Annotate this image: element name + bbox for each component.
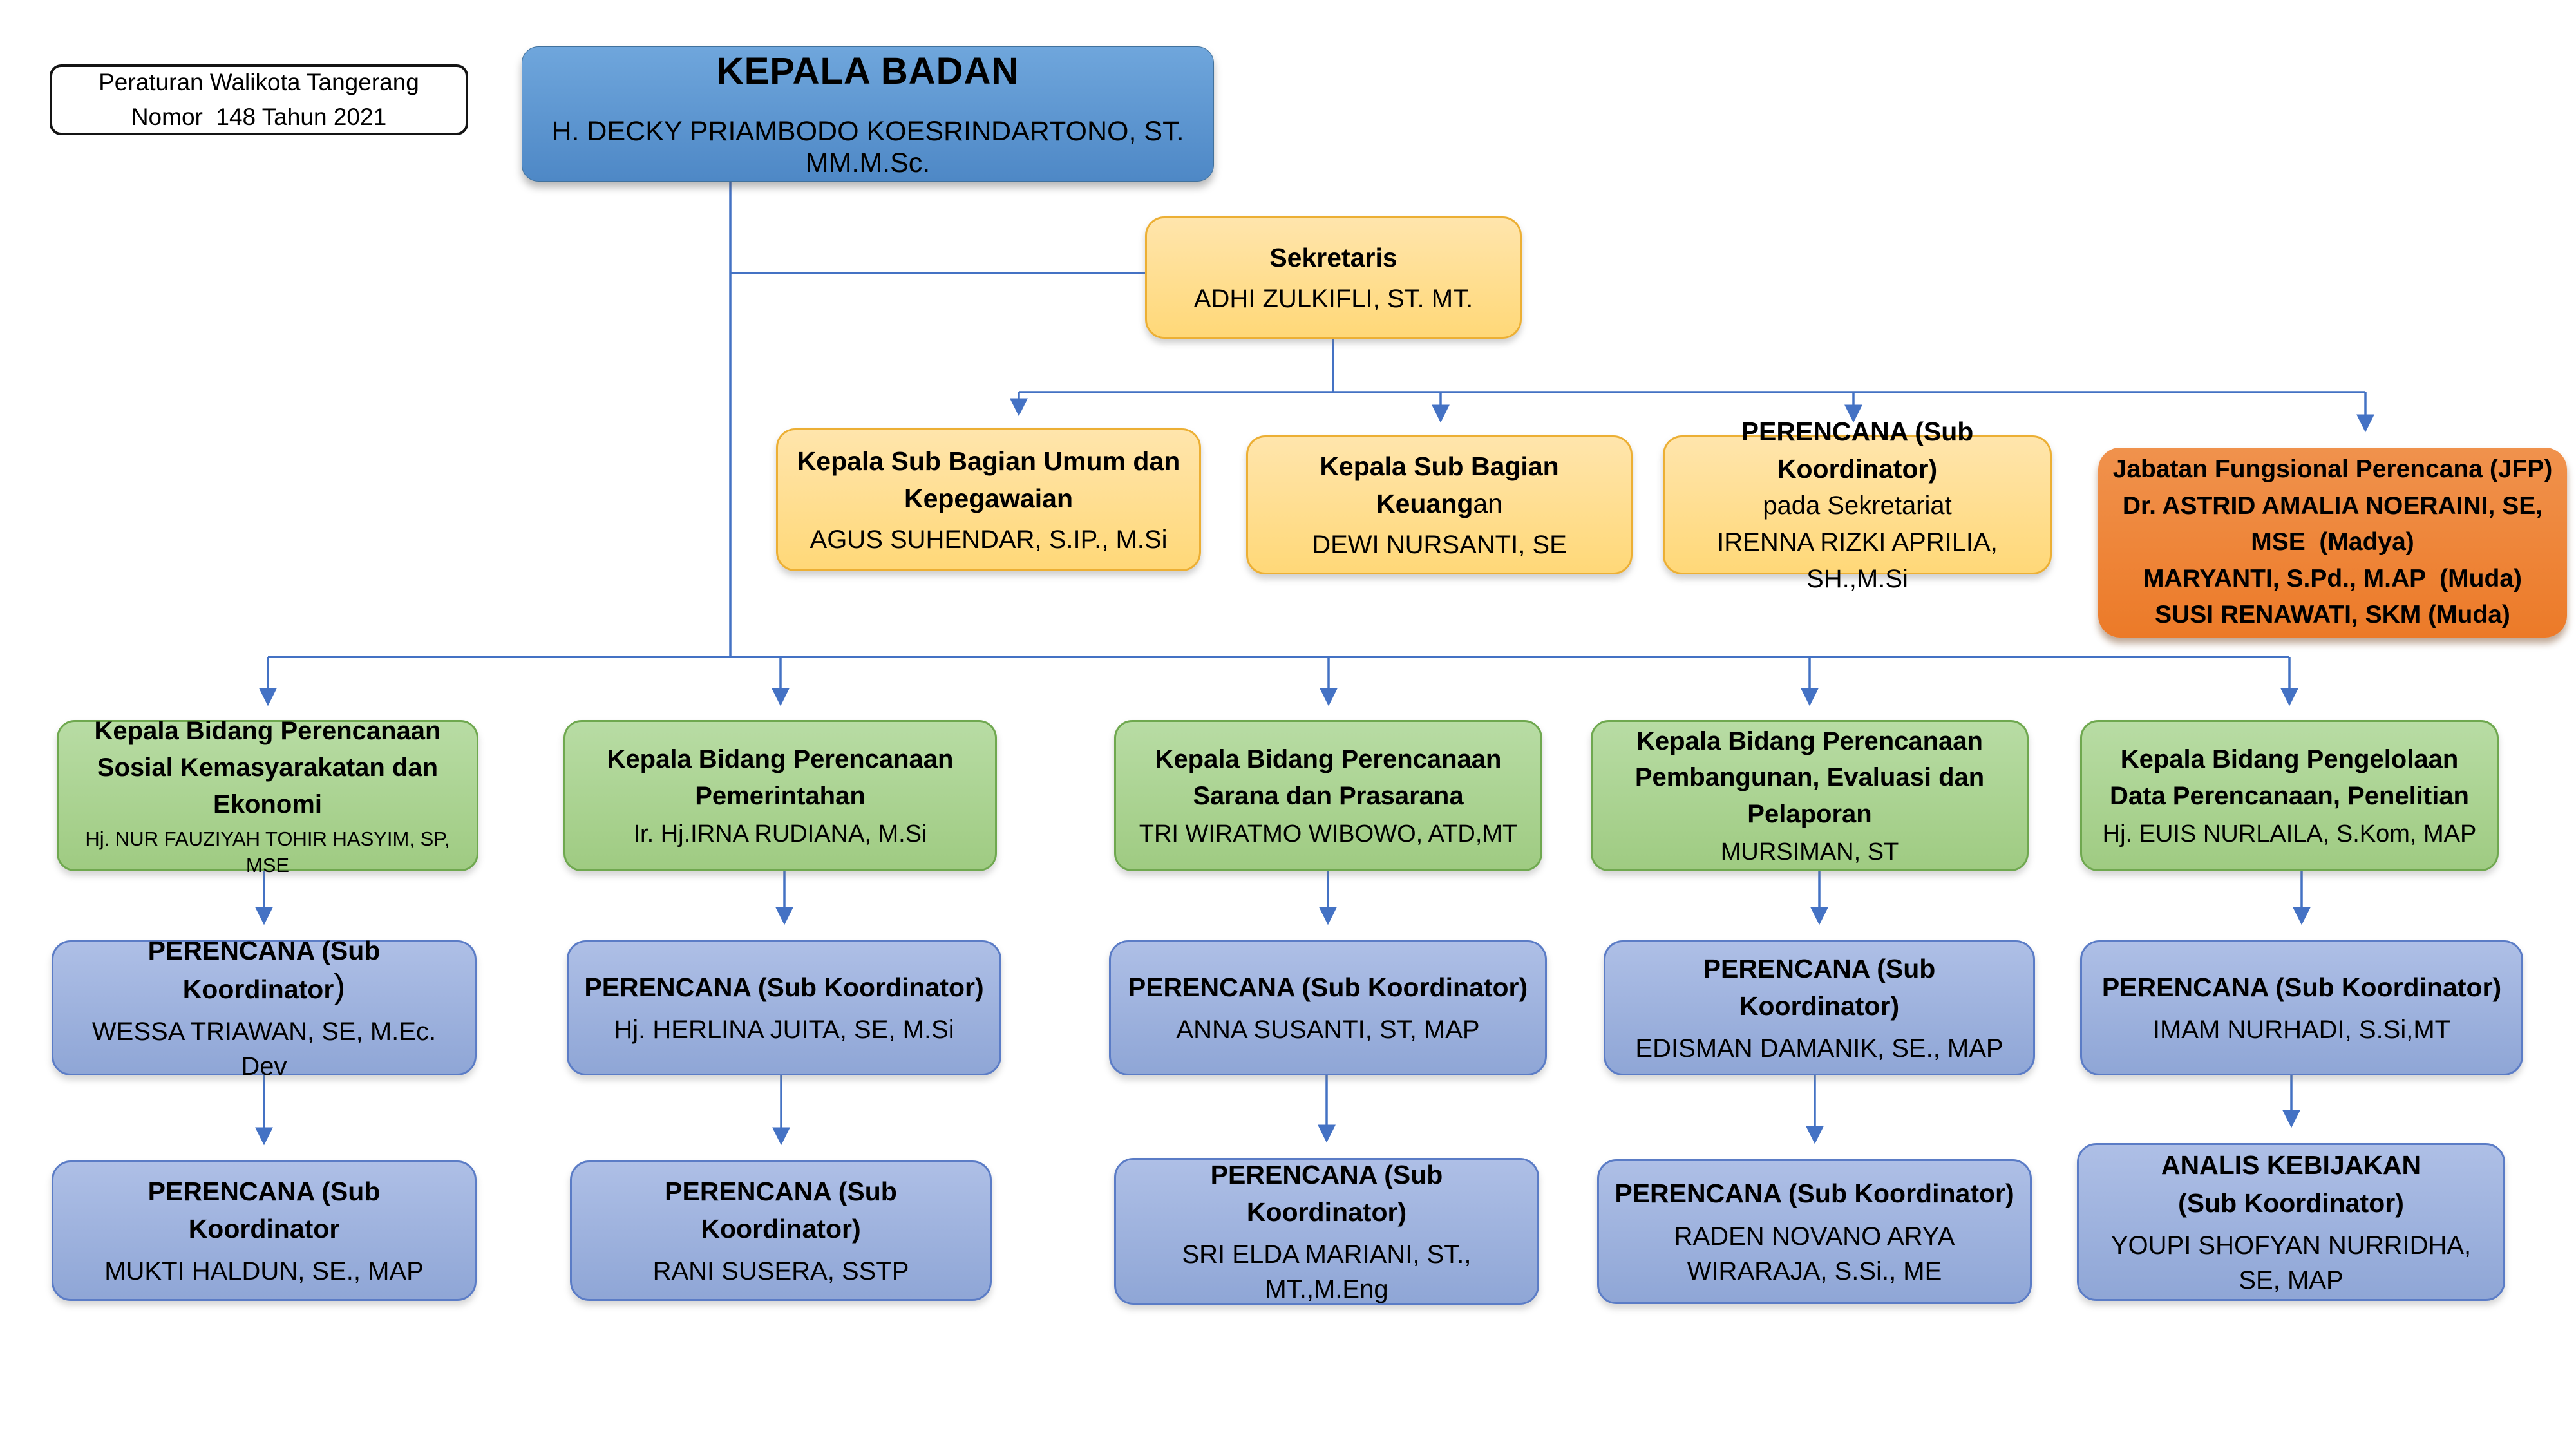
perencana-pengelolaan-data-name: IMAM NURHADI, S.Si,MT (2152, 1016, 2451, 1045)
perencana-sekretariat-name: IRENNA RIZKI APRILIA, SH.,M.Si (1717, 527, 1998, 593)
regulation-note-line1: Peraturan Walikota Tangerang (99, 69, 419, 96)
perencana-sarana-prasarana-2-title: PERENCANA (Sub Koordinator) (1210, 1159, 1450, 1227)
bidang-sosial-ekonomi-box (57, 717, 478, 876)
perencana-sarana-prasarana-name: ANNA SUSANTI, ST, MAP (1176, 1016, 1480, 1045)
subbag-keuangan-name: DEWI NURSANTI, SE (1312, 531, 1567, 560)
kepala-badan-box (522, 46, 1214, 182)
jfp-line-3: MSE (Madya) (2251, 528, 2414, 556)
jfp-line-2: Dr. ASTRID AMALIA NOERAINI, SE, (2122, 491, 2543, 520)
bidang-pemerintahan-box (564, 720, 997, 871)
sekretaris-title: Sekretaris (1269, 242, 1397, 272)
bidang-pemerintahan-title: Kepala Bidang Perencanaan Pemerintahan (607, 745, 961, 810)
bidang-pembangunan-evaluasi-name: MURSIMAN, ST (1720, 838, 1899, 866)
perencana-sarana-prasarana-title: PERENCANA (Sub Koordinator) (1128, 972, 1528, 1002)
perencana-sosial-ekonomi-box (52, 935, 477, 1081)
perencana-pemerintahan-title: PERENCANA (Sub Koordinator) (584, 972, 984, 1002)
perencana-sekretariat-box (1663, 416, 2052, 593)
analis-kebijakan-name: YOUPI SHOFYAN NURRIDHA, SE, MAP (2110, 1231, 2479, 1294)
jfp-line-5: SUSI RENAWATI, SKM (Muda) (2155, 601, 2510, 629)
kepala-badan-name: H. DECKY PRIAMBODO KOESRINDARTONO, ST. MM.M.Sc. (551, 115, 1192, 178)
perencana-pembangunan-title: PERENCANA (Sub Koordinator) (1703, 953, 1943, 1021)
perencana-sosial-ekonomi-2-box (52, 1160, 477, 1301)
perencana-pembangunan-2-name: RADEN NOVANO ARYA WIRARAJA, S.Si., ME (1674, 1222, 1962, 1285)
bidang-sarana-prasarana-title: Kepala Bidang Perencanaan Sarana dan Prasarana (1155, 745, 1509, 810)
subbag-umum-name: AGUS SUHENDAR, S.IP., M.Si (810, 526, 1168, 554)
jfp-line-4: MARYANTI, S.Pd., M.AP (Muda) (2143, 564, 2522, 592)
bidang-pembangunan-evaluasi-title: Kepala Bidang Perencanaan Pembangunan, Evaluasi dan Pelaporan (1634, 726, 1992, 829)
perencana-pemerintahan-name: Hj. HERLINA JUITA, SE, M.Si (614, 1016, 954, 1045)
jfp-line-1: Jabatan Fungsional Perencana (JFP) (2112, 455, 2553, 484)
perencana-sekretariat-subtitle: pada Sekretariat (1763, 491, 1952, 520)
bidang-pengelolaan-data-title: Kepala Bidang Pengelolaan Data Perencanaan, Penelitian (2109, 745, 2469, 810)
perencana-pembangunan-2-box (1597, 1159, 2032, 1304)
analis-kebijakan-subtitle: (Sub Koordinator) (2178, 1188, 2404, 1218)
perencana-sarana-prasarana-box (1109, 940, 1547, 1075)
perencana-pembangunan-2-title: PERENCANA (Sub Koordinator) (1615, 1179, 2014, 1209)
bidang-pengelolaan-data-name: Hj. EUIS NURLAILA, S.Kom, MAP (2102, 820, 2477, 848)
perencana-sekretariat-title: PERENCANA (Sub Koordinator) (1741, 416, 1981, 484)
analis-kebijakan-title: ANALIS KEBIJAKAN (2161, 1150, 2421, 1180)
subbag-umum-box (776, 428, 1201, 571)
perencana-sosial-ekonomi-name: WESSA TRIAWAN, SE, M.Ec. Dev (91, 1018, 444, 1081)
bidang-pemerintahan-name: Ir. Hj.IRNA RUDIANA, M.Si (633, 820, 927, 848)
perencana-pembangunan-name: EDISMAN DAMANIK, SE., MAP (1635, 1034, 2003, 1063)
bidang-sarana-prasarana-box (1114, 720, 1542, 871)
perencana-pemerintahan-2-box (570, 1160, 992, 1301)
kepala-badan-title: KEPALA BADAN (716, 50, 1019, 92)
bidang-pengelolaan-data-box (2080, 720, 2499, 871)
subbag-keuangan-title (1264, 448, 1615, 522)
sekretaris-box (1145, 216, 1522, 339)
perencana-sarana-prasarana-2-box (1114, 1158, 1539, 1305)
perencana-sosial-ekonomi-title (69, 932, 459, 1008)
perencana-sarana-prasarana-2-name: SRI ELDA MARIANI, ST., MT.,M.Eng (1182, 1240, 1479, 1304)
subbag-umum-title: Kepala Sub Bagian Umum dan Kepegawaian (797, 446, 1188, 513)
perencana-pengelolaan-data-title: PERENCANA (Sub Koordinator) (2101, 972, 2502, 1002)
perencana-sosial-ekonomi-title-paren: ) (334, 967, 346, 1006)
bidang-pembangunan-evaluasi-box (1591, 720, 2029, 871)
regulation-note (50, 64, 468, 135)
perencana-pemerintahan-2-name: RANI SUSERA, SSTP (652, 1257, 909, 1286)
bidang-sarana-prasarana-name: TRI WIRATMO WIBOWO, ATD,MT (1139, 820, 1518, 848)
bidang-sosial-ekonomi-title: Kepala Bidang Perencanaan Sosial Kemasyarakatan dan Ekonomi (94, 717, 448, 819)
perencana-pemerintahan-2-title: PERENCANA (Sub Koordinator) (665, 1176, 905, 1244)
perencana-pengelolaan-data-box (2080, 940, 2523, 1075)
perencana-pembangunan-box (1604, 940, 2035, 1075)
perencana-sosial-ekonomi-title-text: PERENCANA (Sub Koordinator (147, 935, 388, 1004)
sekretaris-name: ADHI ZULKIFLI, ST. MT. (1193, 285, 1473, 314)
jfp-box (2098, 448, 2567, 638)
perencana-sosial-ekonomi-2-title: PERENCANA (Sub Koordinator (147, 1176, 388, 1244)
perencana-sosial-ekonomi-2-name: MUKTI HALDUN, SE., MAP (104, 1257, 424, 1286)
subbag-keuangan-title-bold: Kepala Sub Bagian Keuang (1320, 451, 1567, 518)
bidang-sosial-ekonomi-name: Hj. NUR FAUZIYAH TOHIR HASYIM, SP, MSE (85, 828, 456, 876)
analis-kebijakan-box (2077, 1143, 2505, 1301)
regulation-note-line2: Nomor 148 Tahun 2021 (131, 104, 387, 130)
subbag-keuangan-title-tail: an (1473, 489, 1502, 518)
subbag-keuangan-box (1246, 435, 1633, 574)
perencana-pemerintahan-box (567, 940, 1001, 1075)
